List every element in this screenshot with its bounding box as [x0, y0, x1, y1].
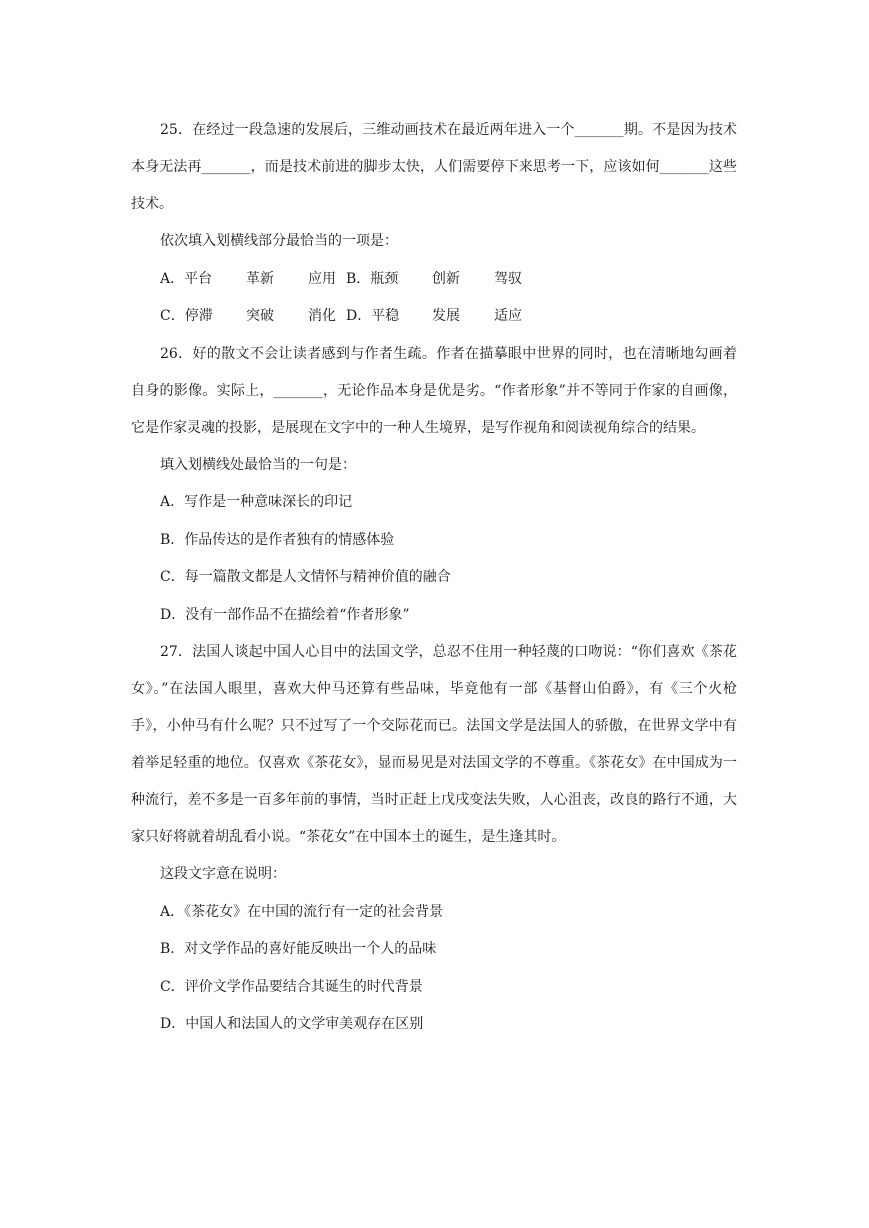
question-25-prompt: 依次填入划横线部分最恰当的一项是： — [160, 233, 398, 249]
question-27-option-a: A．《茶花女》在中国的流行有一定的社会背景 — [160, 903, 444, 920]
document-body — [131, 112, 737, 1044]
question-26-option-c: C．每一篇散文都是人文情怀与精神价值的融合 — [160, 569, 451, 585]
option-c-word-2: 突破 — [246, 308, 274, 324]
option-a-word-2: 革新 — [246, 270, 274, 287]
option-a-word-1: A．平台 — [160, 270, 213, 287]
question-25-options-row-1 — [131, 261, 737, 299]
option-c-word-3: 消化 — [308, 308, 336, 324]
question-26-prompt: 填入划横线处最恰当的一句是： — [160, 456, 356, 473]
option-a-word-3: 应用 — [308, 270, 336, 287]
option-b-word-1: B．瓶颈 — [346, 270, 399, 287]
question-27-option-c: C．评价文学作品要结合其诞生的时代背景 — [160, 978, 423, 995]
option-d-word-2: 发展 — [432, 308, 460, 324]
option-d-word-1: D．平稳 — [346, 308, 400, 324]
question-27-prompt: 这段文字意在说明： — [160, 866, 286, 882]
question-26-option-b: B．作品传达的是作者独有的情感体验 — [160, 531, 395, 548]
option-d-word-3: 适应 — [494, 308, 522, 324]
question-27-option-d: D．中国人和法国人的文学审美观存在区别 — [160, 1016, 424, 1032]
question-27-stem: 27．法国人谈起中国人心目中的法国文学，总忍不住用一种轻蔑的口吻说：“你们喜欢《茶花女》。”在法国人眼里，喜欢大仲马还算有些品味，毕竟他有一部《基督山伯爵》，有《三个火枪手》，小仲马有什么呢？只不过写了一个交际花而已。法国文学是法国人的骄傲，在世界文学中有着举足轻重的地位。仅喜欢《茶花女》，显而易见是对法国文学的不尊重。《茶花女》在中国成为一种流行，差不多是一百多年前的事情，当时正赶上戊戌变法失败，人心沮丧，改良的路行不通，大家只好将就着胡乱看小说。“茶花女”在中国本土的诞生，是生逢其时。 — [131, 644, 737, 845]
option-b-word-2: 创新 — [432, 270, 460, 287]
option-b-word-3: 驾驭 — [494, 270, 522, 287]
option-c-word-1: C．停滞 — [160, 308, 213, 324]
question-27-option-b: B．对文学作品的喜好能反映出一个人的品味 — [160, 941, 437, 957]
question-26-option-d: D．没有一部作品不在描绘着“作者形象” — [160, 606, 410, 623]
question-25-options-row-2 — [131, 298, 737, 336]
question-26-stem: 26．好的散文不会让读者感到与作者生疏。作者在描摹眼中世界的同时，也在清晰地勾画着自身的影像。实际上，_______，无论作品本身是优是劣。“作者形象”并不等同于作家的自画像，它是作家灵魂的投影，是展现在文字中的一种人生境界，是写作视角和阅读视角综合的结果。 — [131, 345, 737, 436]
question-26-option-a: A．写作是一种意味深长的印记 — [160, 494, 353, 510]
question-25-stem: 25．在经过一段急速的发展后，三维动画技术在最近两年进入一个_______期。不是因为技术本身无法再_______，而是技术前进的脚步太快，人们需要停下来思考一下，应该如何_______这些技术。 — [131, 122, 737, 212]
